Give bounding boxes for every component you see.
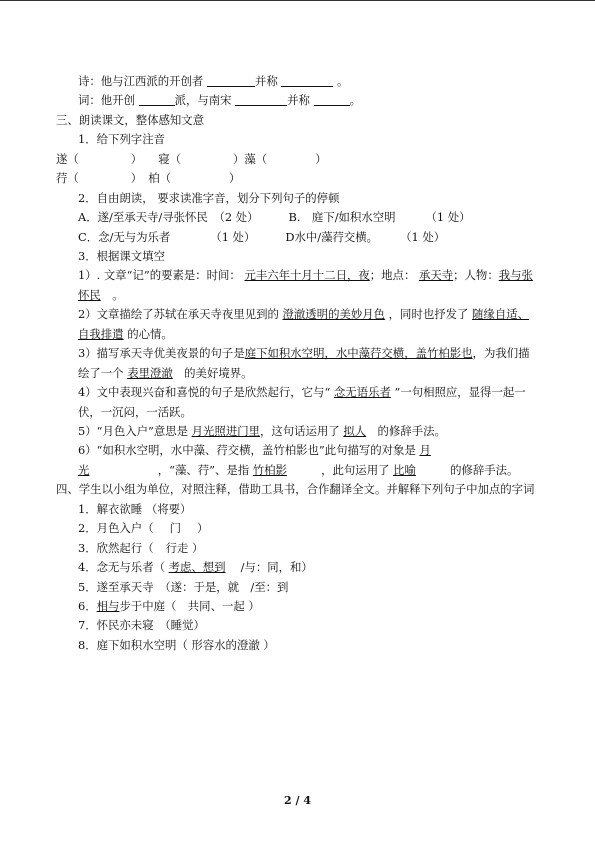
text-segment: ） bbox=[229, 171, 241, 186]
text-segment: ，这句话运用了 bbox=[260, 424, 344, 438]
text-segment: ，同时也抒发了 bbox=[385, 307, 473, 322]
text-line-pinyin1 bbox=[56, 150, 540, 169]
text-segment: /与：同，和） bbox=[225, 560, 313, 575]
text-segment: 的修辞手法。 bbox=[366, 424, 446, 438]
text-segment: 行走 ） bbox=[165, 540, 204, 555]
fill-blank bbox=[314, 93, 350, 106]
text-segment: 2）文章描绘了苏轼在承天寺夜里见到的 bbox=[78, 307, 283, 322]
text-line-q3_2 bbox=[56, 305, 540, 344]
answer-text: 竹柏影 bbox=[252, 462, 287, 477]
text-segment: B. 庭下/如积水空明 bbox=[288, 210, 396, 225]
text-segment: 门 bbox=[169, 521, 181, 536]
text-segment: ；人物： bbox=[453, 268, 499, 283]
answer-text: 拟人 bbox=[343, 424, 367, 438]
text-line-v1 bbox=[56, 500, 540, 519]
text-segment: 1）. 文章“记”的要素是：时间： bbox=[78, 268, 245, 283]
text-line-q2ab bbox=[56, 208, 540, 227]
text-line-v4 bbox=[56, 558, 540, 577]
text-line-q3_6 bbox=[56, 441, 540, 480]
answer-text: 承天寺 bbox=[418, 268, 454, 283]
text-line-q3_5 bbox=[56, 422, 540, 441]
text-segment: ；地点： bbox=[369, 268, 419, 283]
fill-blank bbox=[207, 74, 255, 87]
text-segment: ） bbox=[315, 151, 327, 166]
text-line-q2 bbox=[56, 189, 540, 208]
text-segment: ”一句相照应，显得一起一伏，一沉闷，一活跃。 bbox=[78, 385, 526, 419]
text-segment: 三、朗读课文，整体感知文意 bbox=[56, 112, 205, 127]
text-segment: 遂（ bbox=[56, 151, 79, 166]
text-line-v3 bbox=[56, 539, 540, 558]
text-segment: 。 bbox=[333, 74, 349, 88]
text-line-q3_4 bbox=[56, 383, 540, 422]
answer-text: 念无语乐者 bbox=[333, 385, 391, 400]
text-segment: ，为我们描绘了一个 bbox=[78, 346, 530, 380]
answer-text: 比喻 bbox=[393, 462, 416, 477]
text-segment: A．遂/至承天寺/寻张怀民 （2 处） bbox=[78, 210, 259, 225]
fill-blank bbox=[235, 93, 287, 106]
text-line-q3_1 bbox=[56, 266, 540, 305]
answer-text: 澄澈透明的美妙月色 bbox=[282, 307, 386, 322]
text-segment: 6． bbox=[78, 598, 97, 613]
text-segment: 4．念无与乐者（ bbox=[78, 560, 169, 575]
text-line-q1 bbox=[56, 130, 540, 149]
text-segment: 四、学生以小组为单位，对照注释，借助工具书，合作翻译全文。并解释下列句子中加点的字词 bbox=[56, 482, 535, 497]
text-segment: 的美好境界。 bbox=[172, 365, 253, 380]
answer-text: 元丰六年十月十二日，夜 bbox=[244, 268, 370, 283]
text-line-v7 bbox=[56, 616, 540, 635]
text-segment: 柏（ bbox=[148, 171, 171, 186]
text-segment: 3）描写承天寺优美夜景的句子是 bbox=[78, 346, 245, 361]
text-line-v5 bbox=[56, 578, 540, 597]
top-rule bbox=[0, 0, 595, 1]
text-segment: 步于中庭（ 共同、一起 ） bbox=[119, 598, 260, 613]
text-segment: 4）文中表现兴奋和喜悦的句子是欣然起行，它与“ bbox=[78, 385, 334, 400]
fill-blank bbox=[139, 93, 175, 106]
fill-blank bbox=[281, 74, 333, 87]
text-segment: 5．遂至承天寺 （遂：于是，就 /至：到 bbox=[78, 579, 289, 594]
text-segment: （1 处） bbox=[400, 229, 446, 244]
text-segment: 5）“月色入户”意思是 bbox=[78, 424, 192, 438]
text-line-v2 bbox=[56, 519, 540, 538]
text-segment: 3．欣然起行（ bbox=[78, 540, 154, 555]
text-segment: 2．自由朗读， 要求读准字音，划分下列句子的停顿 bbox=[78, 190, 340, 205]
answer-text: 月光 bbox=[78, 443, 431, 477]
answer-text: 庭下如积水空明，水中藻荇交横，盖竹柏影也 bbox=[244, 346, 473, 361]
text-line-sec3 bbox=[56, 111, 540, 130]
page-number: 2 / 4 bbox=[284, 794, 311, 807]
answer-text: 表里澄澈 bbox=[127, 365, 173, 380]
text-segment: 2．月色入户（ bbox=[78, 521, 154, 536]
text-segment: 8．庭下如积水空明（ 形容水的澄澈 ） bbox=[78, 637, 275, 652]
text-line-q3_3 bbox=[56, 344, 540, 383]
text-segment: 词：他开创 bbox=[78, 93, 139, 108]
text-segment: ） bbox=[130, 171, 143, 186]
text-segment: 派，与南宋 bbox=[174, 93, 236, 108]
text-line-ci bbox=[56, 91, 540, 110]
answer-text: 月光照进门里 bbox=[191, 424, 260, 438]
text-segment: ）藻（ bbox=[233, 151, 268, 166]
text-segment: （1 处） bbox=[210, 229, 256, 244]
answer-text: 我与张怀民 bbox=[78, 268, 533, 302]
text-line-sec4 bbox=[56, 480, 540, 499]
answer-text: 随缘自适、自我排遣 bbox=[78, 307, 529, 341]
text-segment: 的心情。 bbox=[123, 326, 173, 341]
text-segment: 1．给下列字注音 bbox=[78, 132, 165, 147]
text-line-v8 bbox=[56, 636, 540, 655]
text-segment: 1．解衣欲睡 （将要） bbox=[78, 501, 192, 516]
text-line-v6 bbox=[56, 597, 540, 616]
text-segment: D水中/藻荇交横。 bbox=[285, 229, 379, 244]
text-line-pinyin2 bbox=[56, 169, 540, 188]
text-segment: （1 处） bbox=[425, 210, 471, 225]
text-segment: ） bbox=[197, 521, 209, 536]
text-segment: ） bbox=[130, 151, 143, 166]
answer-text: 考虑、想到 bbox=[168, 560, 226, 575]
text-segment: 7．怀民亦未寝 （睡觉） bbox=[78, 618, 205, 633]
answer-text: 相与 bbox=[96, 598, 120, 613]
text-line-q3 bbox=[56, 247, 540, 266]
text-segment: 并称 bbox=[287, 93, 314, 108]
text-segment: 寝（ bbox=[158, 151, 181, 166]
text-segment: ，“藻、荇”、是指 bbox=[89, 462, 253, 477]
text-segment: 诗：他与江西派的开创者 bbox=[78, 74, 207, 88]
text-line-q2cd bbox=[56, 228, 540, 247]
text-segment: 6）“如积水空明，水中藻、荇交横，盖竹柏影也”此句描写的对象是 bbox=[78, 443, 420, 458]
text-segment: 。 bbox=[100, 287, 124, 302]
text-segment: 的修辞手法。 bbox=[415, 462, 519, 477]
text-segment: ，此句运用了 bbox=[286, 462, 394, 477]
text-line-poem bbox=[56, 72, 540, 91]
document-body bbox=[56, 72, 540, 655]
text-segment: C．念/无与为乐者 bbox=[78, 229, 171, 244]
text-segment: 并称 bbox=[254, 74, 282, 88]
text-segment: 。 bbox=[349, 93, 361, 108]
text-segment: 3．根据课文填空 bbox=[78, 248, 165, 263]
text-segment: 荇（ bbox=[56, 171, 79, 186]
